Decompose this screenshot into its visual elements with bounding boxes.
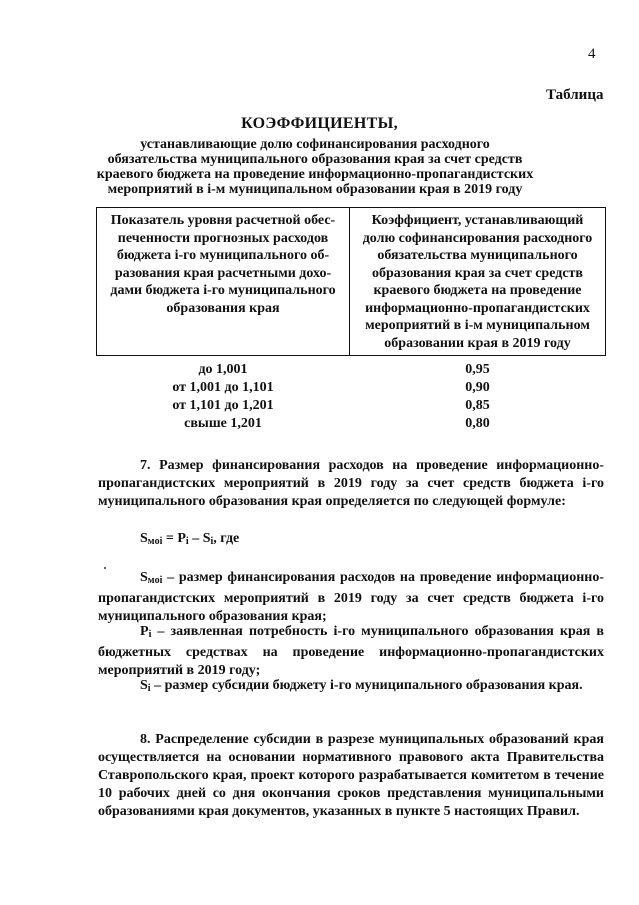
si-text: – размер субсидии бюджету i-го муниципального образования края. [150,678,583,693]
smoi-symbol: S [140,570,148,585]
formula-s: S [140,531,148,546]
coefficient-cell: 0,95 [465,362,490,377]
table-row [97,379,606,397]
table-row [97,356,606,380]
column-header-indicator: Показатель уровня расчетной обеспеченности прогнозных расходов бюджета i-го муниципального образования края расчетными доходами бюджета i-го муниципального образования края [97,208,350,356]
table-header-row [97,208,606,356]
table-row [97,397,606,415]
definition-si [98,677,604,698]
formula-minus-s: – S [188,531,211,546]
pi-subscript: i [148,629,152,640]
formula-p-subscript: i [185,536,189,547]
smoi-subscript: мoi [147,575,163,586]
coefficient-cell: 0,80 [465,416,490,431]
formula-s-subscript: мoi [147,536,163,547]
range-cell: от 1,101 до 1,201 [172,398,274,413]
column-header-coefficient: Коэффициент, устанавливающий долю софинансирования расходного обязательства муниципального образования края за счет средств краевого бюджета на проведение информационно-пропагандистских мероприятий в i-м муниципальном образовании края в 2019 году [350,208,606,356]
smoi-text: – размер финансирования расходов на проведение информационно-пропагандистских мероприятий в 2019 году за счет средств бюджета i-го муниципального образования края; [98,570,604,624]
table-row [97,415,606,433]
coefficient-cell: 0,90 [465,380,490,395]
definition-smoi [98,569,604,626]
pi-text: – заявленная потребность i-го муниципального образования края в бюджетных средствах на проведение информационно-пропагандистских мероприятий в 2019 году; [98,624,604,678]
document-title: КОЭФФИЦИЕНТЫ, [241,115,398,132]
si-symbol: S [140,678,148,693]
range-cell: до 1,001 [198,362,248,377]
si-subscript: i [147,683,151,694]
formula-s2-subscript: i [210,536,214,547]
formula-equals-p: = P [162,531,186,546]
formula-tail: , где [213,531,240,546]
paragraph-8: 8. Распределение субсидии в разрезе муниципальных образований края осуществляется на основании нормативного правового акта Правительства Ставропольского края, проект которого разрабатывается комитетом в течение 10 рабочих дней со дня окончания сроков представления муниципальными образованиями края документов, указанных в пункте 5 настоящих Правил. [98,732,604,819]
coefficient-table [96,207,606,433]
formula [140,531,239,547]
paragraph-7: 7. Размер финансирования расходов на проведение информационно-пропагандистских мероприятий в 2019 году за счет средств бюджета i-го муниципального образования края определяется по следующей формуле: [98,458,604,509]
page-number: 4 [588,46,596,62]
definition-pi [98,623,604,680]
range-cell: от 1,001 до 1,101 [172,380,274,395]
pi-symbol: P [140,624,149,639]
coefficient-cell: 0,85 [465,398,490,413]
document-subtitle: устанавливающие долю софинансирования расходного обязательства муниципального образования края за счет средств краевого бюджета на проведение информационно-пропагандистских мероприятий в i-м муниципальном образовании края в 2019 году [96,137,534,197]
table-label: Таблица [546,87,604,103]
range-cell: свыше 1,201 [184,416,262,431]
